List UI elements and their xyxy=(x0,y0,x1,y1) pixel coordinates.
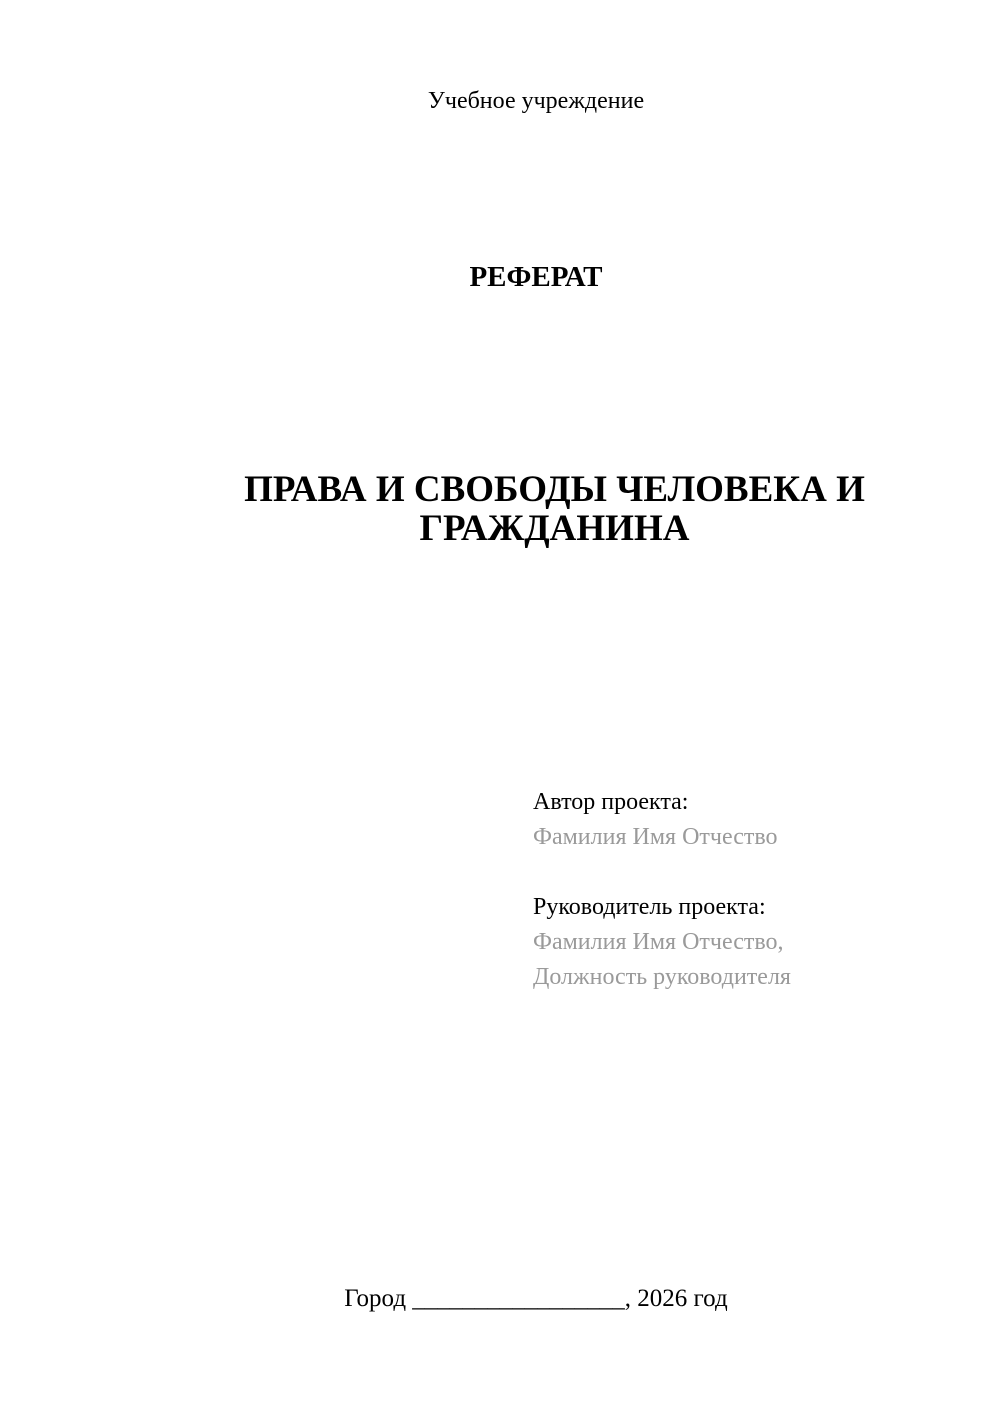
author-label: Автор проекта: xyxy=(533,789,689,815)
document-type-heading: РЕФЕРАТ xyxy=(469,261,603,293)
credits-spacer xyxy=(533,855,791,890)
author-name-placeholder: Фамилия Имя Отчество xyxy=(533,824,778,850)
supervisor-label: Руководитель проекта: xyxy=(533,894,766,920)
supervisor-name-placeholder: Фамилия Имя Отчество, xyxy=(533,929,784,955)
supervisor-position-placeholder: Должность руководителя xyxy=(533,964,791,990)
document-title: ПРАВА И СВОБОДЫ ЧЕЛОВЕКА И ГРАЖДАНИНА xyxy=(244,469,875,549)
institution-name: Учебное учреждение xyxy=(427,88,645,114)
credits-block xyxy=(533,785,791,995)
city-year-line: Город _________________, 2026 год xyxy=(344,1285,728,1312)
title-block xyxy=(143,431,929,587)
